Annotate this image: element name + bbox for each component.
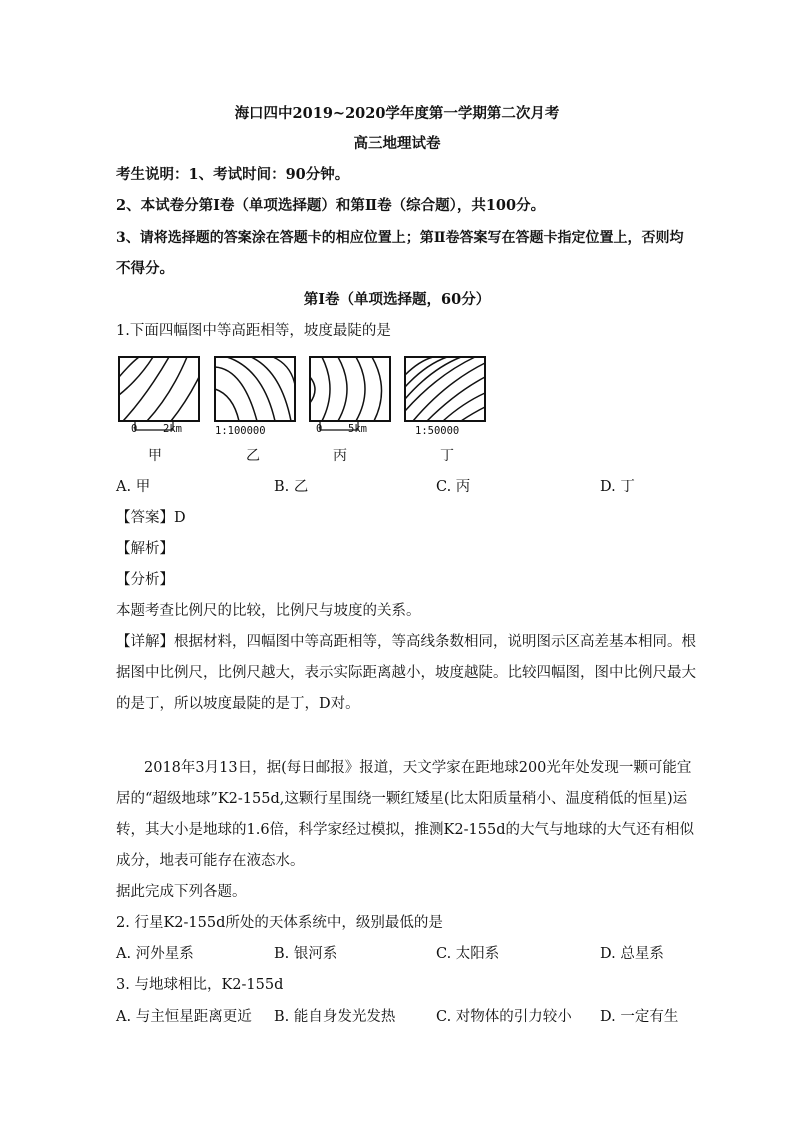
- panel-label-ding: 丁: [440, 448, 454, 464]
- q3-option-b[interactable]: B. 能自身发光发热: [274, 1009, 396, 1025]
- panel-label-yi: 乙: [246, 448, 260, 464]
- passage-line-5: 据此完成下列各题。: [116, 884, 247, 900]
- q1-detail-line-2: 据图中比例尺，比例尺越大，表示实际距离越小，坡度越陡。比较四幅图，图中比例尺最大: [116, 665, 696, 681]
- instruction-line-2: 2、本试卷分第Ⅰ卷（单项选择题）和第Ⅱ卷（综合题），共100分。: [116, 197, 546, 214]
- q1-fenxi-tag: 【分析】: [116, 572, 174, 588]
- contour-lines-bing: [308, 355, 392, 425]
- passage-line-3: 转，其大小是地球的1.6倍，科学家经过模拟，推测K2-155d的大气与地球的大气还有相似: [116, 822, 694, 838]
- q1-answer: 【答案】D: [116, 510, 186, 526]
- contour-map-yi: [213, 355, 293, 467]
- contour-lines-jia: [117, 355, 201, 425]
- q1-detail-line-3: 的是丁，所以坡度最陡的是丁，D对。: [116, 696, 360, 712]
- question-1-stem: 1.下面四幅图中等高距相等，坡度最陡的是: [116, 323, 391, 339]
- passage-line-2: 居的“超级地球”K2-155d,这颗行星围绕一颗红矮星(比太阳质量稍小、温度稍低的恒星)运: [116, 791, 688, 807]
- q1-option-a[interactable]: A. 甲: [116, 479, 151, 495]
- passage-line-1: 2018年3月13日，据(每日邮报》报道，天文学家在距地球200光年处发现一颗可能宜: [144, 760, 692, 776]
- q1-analysis-tag: 【解析】: [116, 541, 174, 557]
- exam-subtitle: 高三地理试卷: [353, 135, 441, 152]
- contour-maps-figure: [117, 355, 487, 467]
- instruction-line-1: 考生说明：1、考试时间：90分钟。: [116, 166, 350, 183]
- question-2-options: [116, 944, 676, 964]
- scale-yi: 1:100000: [215, 425, 266, 437]
- q1-option-d[interactable]: D. 丁: [600, 479, 635, 495]
- scale-right-jia: 2km: [163, 423, 182, 435]
- contour-lines-ding: [403, 355, 487, 425]
- scale-left-jia: 0: [131, 423, 138, 435]
- section-title: 第Ⅰ卷（单项选择题，60分）: [303, 291, 491, 308]
- panel-label-jia: 甲: [148, 448, 162, 464]
- q3-option-d[interactable]: D. 一定有生: [600, 1009, 679, 1025]
- scale-left-bing: 0: [316, 423, 323, 435]
- q2-option-a[interactable]: A. 河外星系: [116, 946, 194, 962]
- exam-title: 海口四中2019~2020学年度第一学期第二次月考: [234, 105, 560, 122]
- question-2-stem: 2. 行星K2-155d所处的天体系统中，级别最低的是: [116, 915, 443, 931]
- q1-option-b[interactable]: B. 乙: [274, 479, 309, 495]
- question-3-stem: 3. 与地球相比，K2-155d: [116, 977, 284, 993]
- question-1-options: [116, 477, 676, 497]
- question-3-options: [116, 1007, 686, 1027]
- q3-option-c[interactable]: C. 对物体的引力较小: [436, 1009, 572, 1025]
- instruction-line-3b: 不得分。: [116, 260, 174, 277]
- q2-option-c[interactable]: C. 太阳系: [436, 946, 500, 962]
- q1-option-c[interactable]: C. 丙: [436, 479, 471, 495]
- q1-fenxi-text: 本题考查比例尺的比较，比例尺与坡度的关系。: [116, 603, 421, 619]
- passage-line-4: 成分，地表可能存在液态水。: [116, 853, 305, 869]
- scale-ding: 1:50000: [415, 425, 460, 437]
- contour-map-ding: [403, 355, 483, 467]
- scale-bar-jia: [117, 421, 201, 433]
- instruction-line-3a: 3、请将选择题的答案涂在答题卡的相应位置上；第Ⅱ卷答案写在答题卡指定位置上，否则均: [116, 230, 684, 246]
- scale-right-bing: 5km: [348, 423, 367, 435]
- panel-label-bing: 丙: [333, 448, 347, 464]
- q2-option-d[interactable]: D. 总星系: [600, 946, 664, 962]
- contour-lines-yi: [213, 355, 297, 425]
- contour-map-bing: [308, 355, 388, 467]
- q2-option-b[interactable]: B. 银河系: [274, 946, 338, 962]
- q3-option-a[interactable]: A. 与主恒星距离更近: [116, 1009, 252, 1025]
- q1-detail-line-1: 【详解】根据材料，四幅图中等高距相等，等高线条数相同，说明图示区高差基本相同。根: [116, 634, 696, 650]
- contour-map-jia: [117, 355, 197, 467]
